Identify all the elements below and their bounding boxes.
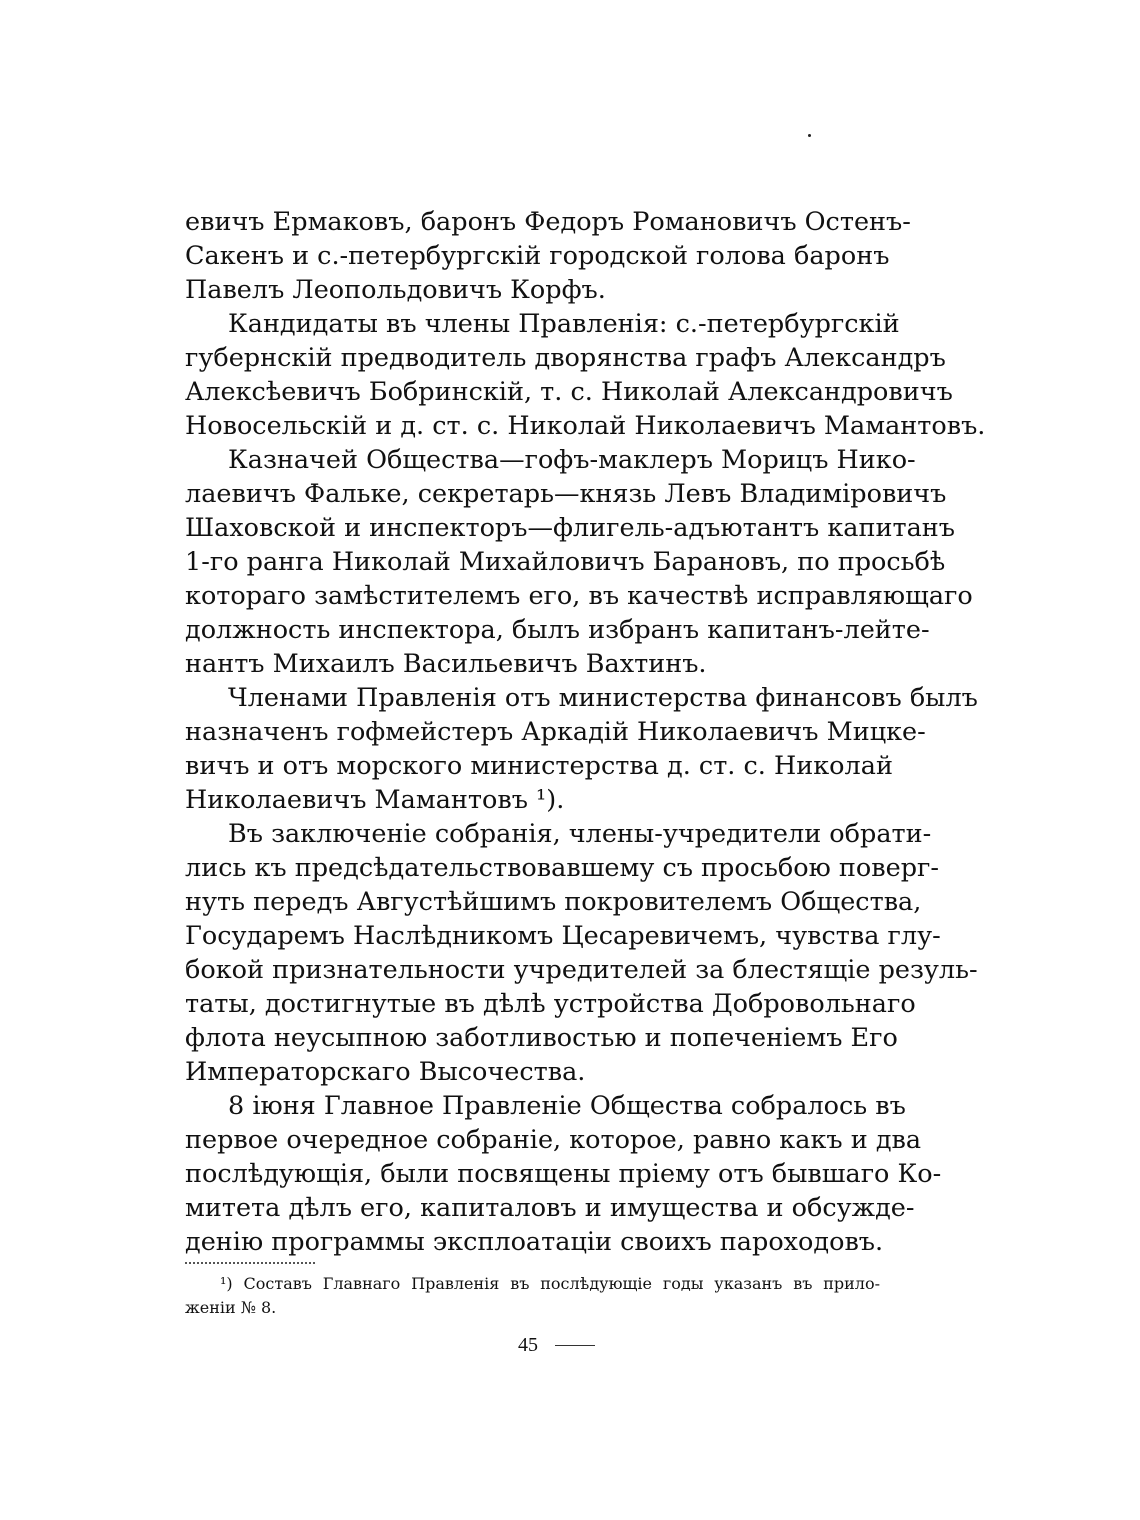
text-line: вичъ и отъ морского министерства д. ст. с. Николай [185, 751, 893, 781]
text-line: Казначей Общества—гофъ-маклеръ Морицъ Нико- [228, 445, 916, 475]
text-line: Сакенъ и с.-петербургскій городской голова баронъ [185, 241, 890, 271]
text-line: Членами Правленія отъ министерства финансовъ былъ [228, 683, 978, 713]
text-line: Государемъ Наслѣдникомъ Цесаревичемъ, чувства глу- [185, 921, 941, 951]
text-line: таты, достигнутые въ дѣлѣ устройства Добровольнаго [185, 989, 916, 1019]
text-line: флота неусыпною заботливостью и попеченіемъ Его [185, 1023, 898, 1053]
text-line: котораго замѣстителемъ его, въ качествѣ исправляющаго [185, 581, 973, 611]
text-line: денію программы эксплоатаціи своихъ пароходовъ. [185, 1227, 884, 1257]
text-line: послѣдующія, были посвящены пріему отъ бывшаго Ко- [185, 1159, 942, 1189]
page-number: 45 [518, 1334, 538, 1356]
text-line: Павелъ Леопольдовичъ Корфъ. [185, 275, 606, 305]
text-line: 1-го ранга Николай Михайловичъ Барановъ, по просьбѣ [185, 547, 946, 577]
text-line: первое очередное собраніе, которое, равно какъ и два [185, 1125, 922, 1155]
text-line: митета дѣлъ его, капиталовъ и имущества и обсужде- [185, 1193, 915, 1223]
text-line: нуть передъ Августѣйшимъ покровителемъ Общества, [185, 887, 922, 917]
text-line: должность инспектора, былъ избранъ капитанъ-лейте- [185, 615, 930, 645]
footnote-line: женіи № 8. [185, 1298, 277, 1317]
text-line: губернскій предводитель дворянства графъ Александръ [185, 343, 946, 373]
text-line: Кандидаты въ члены Правленія: с.-петербургскій [228, 309, 900, 339]
text-line: назначенъ гофмейстеръ Аркадій Николаевичъ Мицке- [185, 717, 926, 747]
text-line: нантъ Михаилъ Васильевичъ Вахтинъ. [185, 649, 707, 679]
text-line: Новосельскій и д. ст. с. Николай Николаевичъ Мамантовъ. [185, 411, 986, 441]
text-line: 8 іюня Главное Правленіе Общества собралось въ [228, 1091, 906, 1121]
page-number-rule [555, 1345, 595, 1346]
text-line: Шаховской и инспекторъ—флигель-адъютантъ капитанъ [185, 513, 956, 543]
text-line: Алексѣевичъ Бобринскій, т. с. Николай Александровичъ [185, 377, 953, 407]
ink-speck [808, 134, 811, 137]
text-line: лись къ предсѣдательствовавшему съ просьбою поверг- [185, 853, 939, 883]
text-line: бокой признательности учредителей за блестящіе резуль- [185, 955, 978, 985]
footnote-line: ¹) Составъ Главнаго Правленія въ послѣдующіе годы указанъ въ прило- [220, 1274, 880, 1293]
footnote-separator [185, 1262, 315, 1264]
text-line: Николаевичъ Мамантовъ ¹). [185, 785, 565, 815]
text-line: лаевичъ Фальке, секретарь—князь Левъ Владиміровичъ [185, 479, 947, 509]
text-line: евичъ Ермаковъ, баронъ Федоръ Романовичъ Остенъ- [185, 207, 911, 237]
text-line: Императорскаго Высочества. [185, 1057, 586, 1087]
text-line: Въ заключеніе собранія, члены-учредители обрати- [228, 819, 932, 849]
